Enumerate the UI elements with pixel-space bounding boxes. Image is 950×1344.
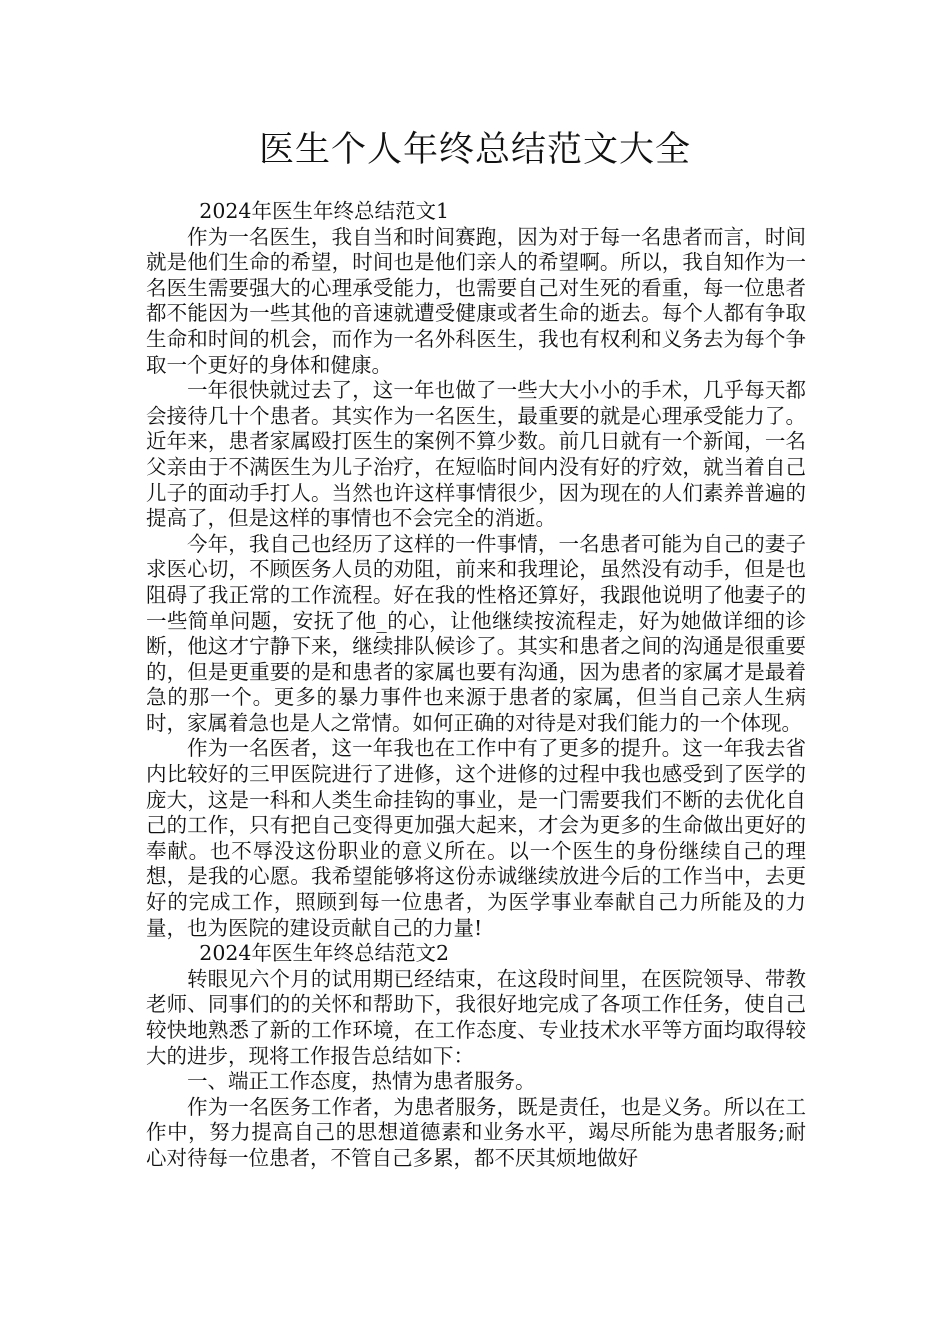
- paragraph: 作为一名医者，这一年我也在工作中有了更多的提升。这一年我去省内比较好的三甲医院进行了进修，这个进修的过程中我也感受到了医学的庞大，这是一科和人类生命挂钩的事业，是一门需要我们不断的去优化自己的工作，只有把自己变得更加强大起来，才会为更多的生命做出更好的奉献。也不辱没这份职业的意义所在。以一个医生的身份继续自己的理想，是我的心愿。我希望能够将这份赤诚继续放进今后的工作当中，去更好的完成工作，照顾到每一位患者，为医学事业奉献自己力所能及的力量，也为医院的建设贡献自己的力量!: [146, 736, 806, 940]
- section-heading: 2024年医生年终总结范文1: [199, 199, 450, 223]
- paragraph: 一年很快就过去了，这一年也做了一些大大小小的手术，几乎每天都会接待几十个患者。其实作为一名医生，最重要的就是心理承受能力了。近年来，患者家属殴打医生的案例不算少数。前几日就有一个新闻，一名父亲由于不满医生为儿子治疗，在短临时间内没有好的疗效，就当着自己儿子的面动手打人。当然也许这样事情很少，因为现在的人们素养普遍的提高了，但是这样的事情也不会完全的消逝。: [146, 378, 806, 531]
- document-body: [146, 199, 806, 1172]
- subheading: 一、端正工作态度，热情为患者服务。: [187, 1069, 536, 1094]
- paragraph: 作为一名医生，我自当和时间赛跑，因为对于每一名患者而言，时间就是他们生命的希望，时间也是他们亲人的希望啊。所以，我自知作为一名医生需要强大的心理承受能力，也需要自己对生死的看重，每一位患者都不能因为一些其他的音速就遭受健康或者生命的逝去。每个人都有争取生命和时间的机会，而作为一名外科医生，我也有权利和义务去为每个争取一个更好的身体和健康。: [146, 224, 806, 377]
- paragraph: 今年，我自己也经历了这样的一件事情，一名患者可能为自己的妻子求医心切，不顾医务人员的劝阻，前来和我理论，虽然没有动手，但是也阻碍了我正常的工作流程。好在我的性格还算好，我跟他说明了他妻子的一些简单问题，安抚了他_的心，让他继续按流程走，好为她做详细的诊断，他这才宁静下来，继续排队候诊了。其实和患者之间的沟通是很重要的，但是更重要的是和患者的家属也要有沟通，因为患者的家属才是最着急的那一个。更多的暴力事件也来源于患者的家属，但当自己亲人生病时，家属着急也是人之常情。如何正确的对待是对我们能力的一个体现。: [146, 531, 806, 735]
- section-heading: 2024年医生年终总结范文2: [199, 941, 450, 966]
- paragraph: 作为一名医务工作者，为患者服务，既是责任，也是义务。所以在工作中，努力提高自己的思想道德素和业务水平，竭尽所能为患者服务;耐心对待每一位患者，不管自己多累，都不厌其烦地做好: [146, 1094, 806, 1170]
- paragraph: 转眼见六个月的试用期已经结束，在这段时间里，在医院领导、带教老师、同事们的的关怀和帮助下，我很好地完成了各项工作任务，使自己较快地熟悉了新的工作环境，在工作态度、专业技术水平等方面均取得较大的进步，现将工作报告总结如下：: [146, 966, 806, 1068]
- document-title: 医生个人年终总结范文大全: [258, 130, 691, 170]
